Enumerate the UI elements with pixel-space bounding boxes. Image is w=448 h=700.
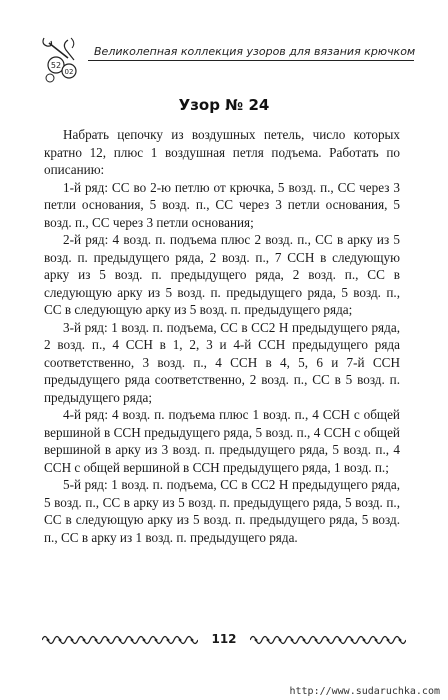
row-4-paragraph: 4-й ряд: 4 возд. п. подъема плюс 1 возд. п., 4 ССН с общей вершиной в ССН предыдущего ряда, 5 возд. п., 4 ССН с общей вершиной в арку из 3 возд. п. предыдущего ряда, 5 возд. п., 4 ССН с общей вершиной в ССН предыдущего ряда, 1 возд. п.; [44, 407, 400, 475]
lace-ornament-left-icon [42, 632, 198, 648]
book-title: Великолепная коллекция узоров для вязания крючком [94, 45, 416, 58]
lace-ornament-right-icon [250, 632, 406, 648]
source-watermark: http://www.sudaruchka.com [289, 686, 440, 697]
logo-badge-2: 02 [64, 68, 74, 76]
row-3-paragraph: 3-й ряд: 1 возд. п. подъема, СС в СС2 Н предыдущего ряда, 2 возд. п., 4 ССН в 1, 2, 3 и 4-й ССН предыдущего ряда соответственно, 3 возд. п., 4 ССН в 4, 5, 6 и 7-й ССН предыдущего ряда соответственно, 2 возд. п., СС в 5 возд. п. предыдущего ряда; [44, 319, 400, 405]
logo-badge-1: 52 [50, 61, 62, 70]
intro-paragraph: Набрать цепочку из воздушных петель, число которых кратно 12, плюс 1 воздушная петля подъема. Работать по описанию: [44, 127, 400, 177]
page-number: 112 [211, 632, 237, 646]
row-1-paragraph: 1-й ряд: СС во 2-ю петлю от крючка, 5 возд. п., СС через 3 петли основания, 5 возд. п., СС через 3 петли основания, 5 возд. п., СС через 3 петли основания; [44, 179, 400, 230]
row-5-paragraph: 5-й ряд: 1 возд. п. подъема, СС в СС2 Н предыдущего ряда, 5 возд. п., СС в арку из 5 возд. п. предыдущего ряда, 5 возд. п., СС в следующую арку из 5 возд. п. предыдущего ряда, 5 возд. п., СС в арку из 1 возд. п. предыдущего ряда. [44, 477, 400, 545]
header-rule [88, 60, 414, 61]
pattern-title: Узор № 24 [178, 96, 270, 114]
crochet-hook-emblem-icon [38, 34, 90, 84]
page-footer [42, 630, 406, 652]
row-2-paragraph: 2-й ряд: 4 возд. п. подъема плюс 2 возд. п., СС в арку из 5 возд. п. предыдущего ряда, 2 возд. п., 7 ССН в следующую арку из 5 возд. п. предыдущего ряда, 2 возд. п., СС в следующую арку из 5 возд. п. предыдущего ряда, 5 возд. п., СС в следующую арку из 5 возд. п. предыдущего ряда; [44, 232, 400, 317]
pattern-instructions [44, 126, 400, 546]
page-header [38, 34, 414, 84]
